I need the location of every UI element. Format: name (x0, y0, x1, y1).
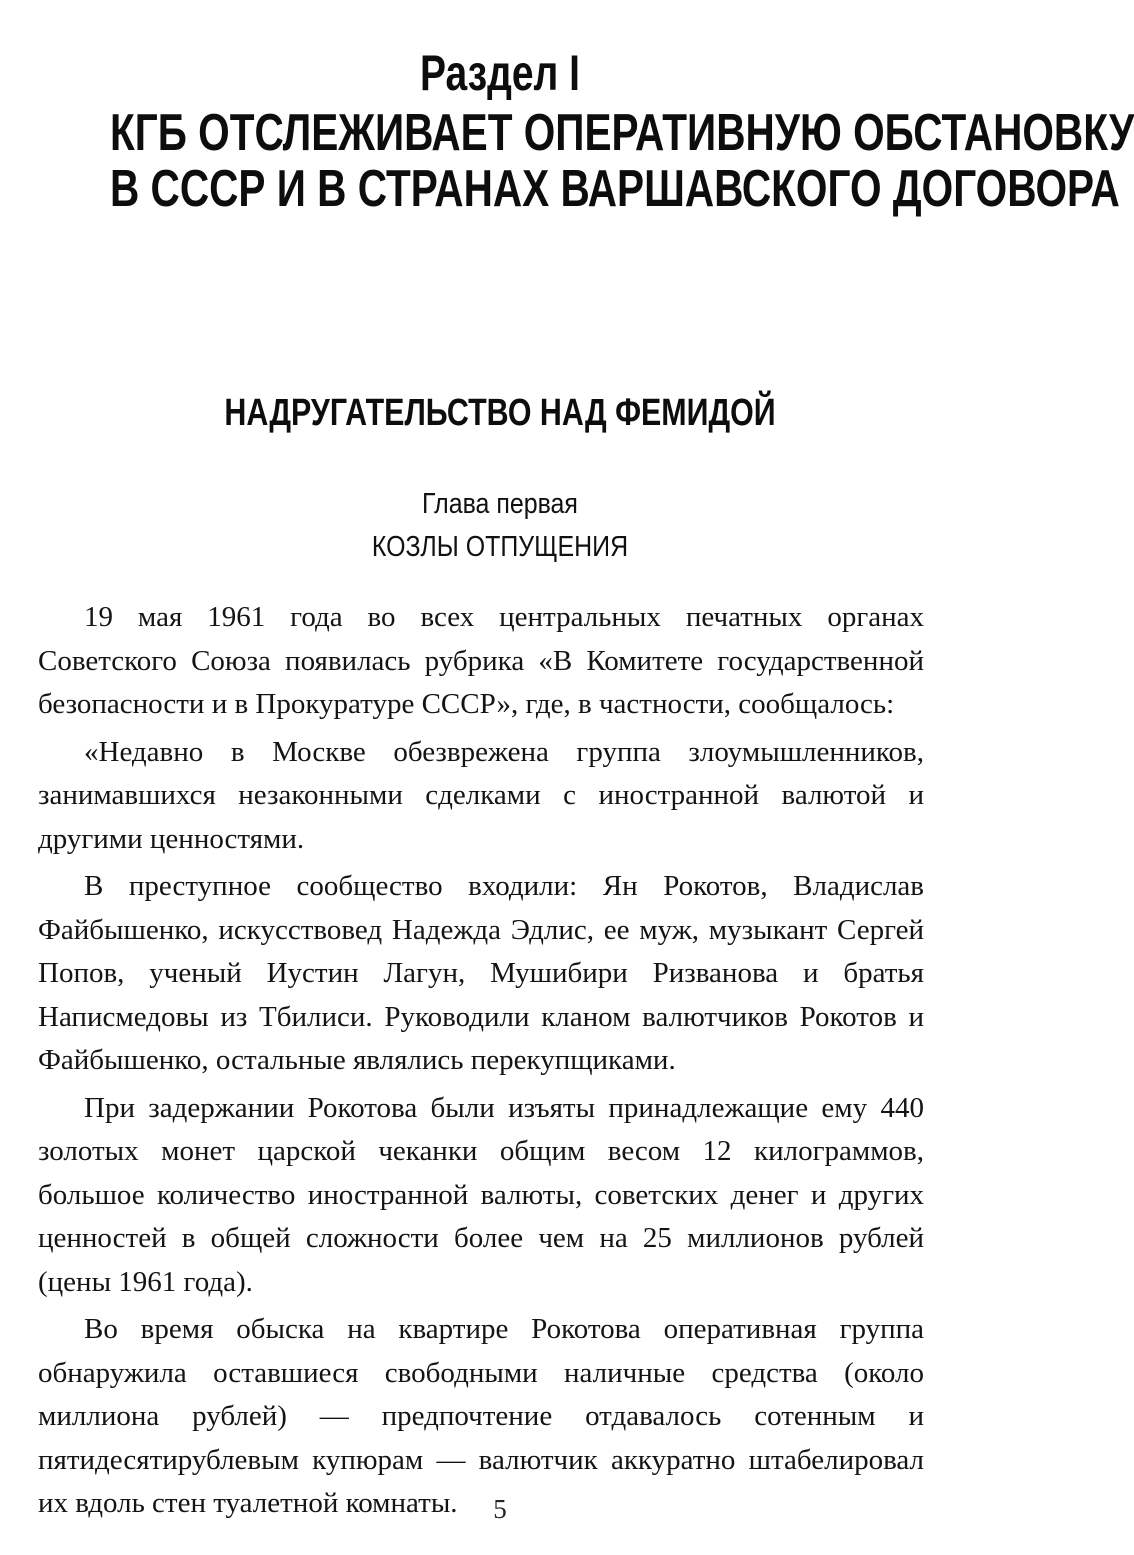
paragraph: При задержании Рокотова были изъяты принадлежащие ему 440 золотых монет царской чеканки общим весом 12 килограммов, большое количество иностранной валюты, советских денег и других ценностей в общей сложности более чем на 25 миллионов рублей (цены 1961 года). (38, 1091, 924, 1298)
chapter-title: КОЗЛЫ ОТПУЩЕНИЯ (371, 531, 629, 563)
chapter-label: Глава первая (422, 488, 578, 520)
section-label: Раздел I (420, 45, 580, 101)
part-title: НАДРУГАТЕЛЬСТВО НАД ФЕМИДОЙ (224, 392, 776, 434)
paragraph: «Недавно в Москве обезврежена группа злоумышленников, занимавшихся незаконными сделками с иностранной валютой и другими ценностями. (38, 735, 924, 855)
page-number: 5 (493, 1494, 507, 1524)
paragraph: 19 мая 1961 года во всех центральных печатных органах Советского Союза появилась рубрика «В Комитете государственной безопасности и в Прокуратуре СССР», где, в частности, сообщалось: (38, 601, 924, 720)
paragraph: В преступное сообщество входили: Ян Рокотов, Владислав Файбышенко, искусствовед Надежда Эдлис, ее муж, музыкант Сергей Попов, ученый Иустин Лагун, Мушибири Ризванова и братья Написмедовы из Тбилиси. Руководили кланом валютчиков Рокотов и Файбышенко, остальные являлись перекупщиками. (38, 870, 924, 1076)
section-title-line-1: КГБ ОТСЛЕЖИВАЕТ ОПЕРАТИВНУЮ ОБСТАНОВКУ (110, 104, 1134, 162)
body-text (38, 596, 924, 1526)
paragraph: Во время обыска на квартире Рокотова оперативная группа обнаружила оставшиеся свободными наличные средства (около миллиона рублей) — предпочтение отдавалось сотенным и пятидесятирублевым купюрам — валютчик аккуратно штабелировал их вдоль стен туалетной комнаты. (38, 1313, 924, 1519)
section-title-line-2: В СССР И В СТРАНАХ ВАРШАВСКОГО ДОГОВОРА (110, 160, 1120, 218)
